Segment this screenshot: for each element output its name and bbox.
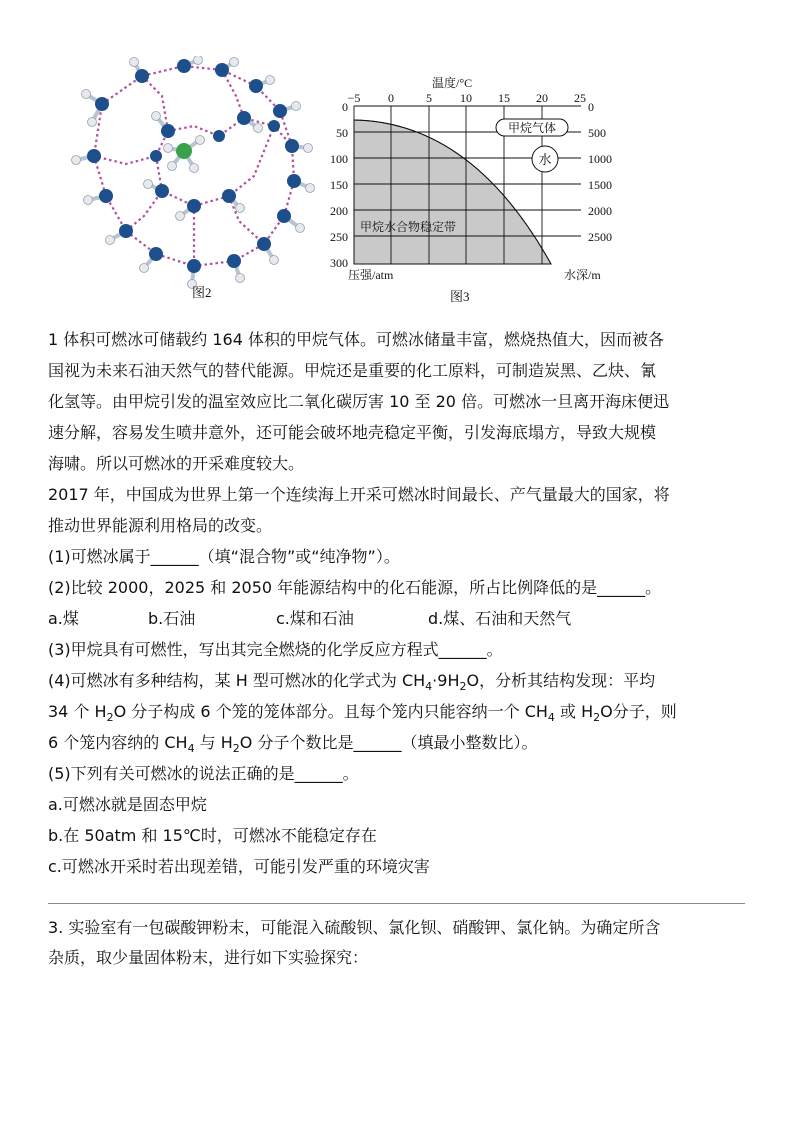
x-tick: 10 xyxy=(460,91,472,105)
passage-line: 速分解，容易发生喷井意外，还可能会破坏地壳稳定平衡，引发海底塌方，导致大规模 xyxy=(48,423,657,442)
left-axis-label: 压强/atm xyxy=(348,268,394,282)
stable-zone-label: 甲烷水合物稳定带 xyxy=(360,220,457,234)
x-tick: 15 xyxy=(498,91,510,105)
next-question xyxy=(48,913,660,973)
next-question-line: 杂质，取少量固体粉末，进行如下实验探究： xyxy=(48,948,369,967)
right-axis-label: 水深/m xyxy=(564,268,601,282)
q4-text: O 分子个数比是______（填最小整数比）。 xyxy=(239,733,538,752)
passage-line: 国视为未来石油天然气的替代能源。甲烷还是重要的化工原料，可制造炭黑、乙炔、氰 xyxy=(48,361,657,380)
question-2-options xyxy=(48,603,753,634)
figure-3 xyxy=(322,70,622,306)
figure-2 xyxy=(44,56,334,302)
right-tick: 1500 xyxy=(588,178,612,192)
x-tick: 20 xyxy=(536,91,548,105)
q4-subscript: 2 xyxy=(593,711,601,725)
left-tick: 50 xyxy=(336,126,348,140)
left-tick: 250 xyxy=(330,230,348,244)
question-5-option-b: b.在 50atm 和 15℃时，可燃冰不能稳定存在 xyxy=(48,826,377,845)
question-4-line-3 xyxy=(48,727,753,758)
option-b: b.石油 xyxy=(148,609,196,628)
question-5-option-c: c.可燃冰开采时若出现差错，可能引发严重的环境灾害 xyxy=(48,857,430,876)
passage-line: 海啸。所以可燃冰的开采难度较大。 xyxy=(48,454,305,473)
right-tick: 1000 xyxy=(588,152,612,166)
methane-gas-label: 甲烷气体 xyxy=(507,121,557,135)
left-tick: 300 xyxy=(330,256,348,270)
q4-text: 6 个笼内容纳的 CH xyxy=(48,733,188,752)
right-tick: 2000 xyxy=(588,204,612,218)
clathrate-cage-illustration xyxy=(44,56,334,302)
q4-subscript: 2 xyxy=(232,742,240,756)
q4-text: 或 H xyxy=(554,702,594,721)
left-tick: 100 xyxy=(330,152,348,166)
q4-subscript: 2 xyxy=(106,711,114,725)
x-tick: 0 xyxy=(388,91,394,105)
left-tick: 200 xyxy=(330,204,348,218)
question-4-line-1 xyxy=(48,665,753,696)
figure-3-caption: 图3 xyxy=(450,289,470,304)
methane-hydrate-stability-chart xyxy=(322,70,622,306)
question-1: (1)可燃冰属于______（填“混合物”或“纯净物”）。 xyxy=(48,547,400,566)
next-question-line: 3. 实验室有一包碳酸钾粉末，可能混入硫酸钡、氯化钡、硝酸钾、氯化钠。为确定所含 xyxy=(48,918,661,937)
q4-text: ·9H xyxy=(432,671,460,690)
q4-text: O，分析其结构发现：平均 xyxy=(466,671,656,690)
question-4-line-2 xyxy=(48,696,753,727)
x-axis-label: 温度/°C xyxy=(432,76,473,90)
x-tick: 25 xyxy=(574,91,586,105)
right-tick: 2500 xyxy=(588,230,612,244)
passage-line: 1 体积可燃冰可储载约 164 体积的甲烷气体。可燃冰储量丰富，燃烧热值大，因而被各 xyxy=(48,330,664,349)
q4-subscript: 2 xyxy=(459,680,467,694)
q4-text: (4)可燃冰有多种结构，某 H 型可燃冰的化学式为 CH xyxy=(48,671,426,690)
figure-2-caption: 图2 xyxy=(192,285,212,300)
right-tick: 500 xyxy=(588,126,606,140)
right-tick: 0 xyxy=(588,100,594,114)
q4-text: O分子，则 xyxy=(600,702,677,721)
passage-line: 2017 年，中国成为世界上第一个连续海上开采可燃冰时间最长、产气量最大的国家，将 xyxy=(48,485,670,504)
q4-subscript: 4 xyxy=(187,742,195,756)
section-divider xyxy=(48,903,745,904)
x-tick: 5 xyxy=(426,91,432,105)
q4-subscript: 4 xyxy=(547,711,555,725)
water-label: 水 xyxy=(538,152,552,167)
option-d: d.煤、石油和天然气 xyxy=(428,609,572,628)
passage xyxy=(48,324,753,882)
q4-text: O 分子构成 6 个笼的笼体部分。且每个笼内只能容纳一个 CH xyxy=(113,702,548,721)
passage-line: 推动世界能源利用格局的改变。 xyxy=(48,516,273,535)
question-3: (3)甲烷具有可燃性，写出其完全燃烧的化学反应方程式______。 xyxy=(48,640,503,659)
q4-subscript: 4 xyxy=(425,680,433,694)
question-5-option-a: a.可燃冰就是固态甲烷 xyxy=(48,795,207,814)
q4-text: 34 个 H xyxy=(48,702,107,721)
option-c: c.煤和石油 xyxy=(276,609,354,628)
left-tick: 150 xyxy=(330,178,348,192)
passage-line: 化氢等。由甲烷引发的温室效应比二氧化碳厉害 10 至 20 倍。可燃冰一旦离开海床便迅 xyxy=(48,392,670,411)
option-a: a.煤 xyxy=(48,609,79,628)
stability-region xyxy=(354,120,551,264)
x-tick: −5 xyxy=(347,91,361,105)
question-5: (5)下列有关可燃冰的说法正确的是______。 xyxy=(48,764,359,783)
q4-text: 与 H xyxy=(194,733,233,752)
left-tick: 0 xyxy=(342,100,348,114)
question-2: (2)比较 2000，2025 和 2050 年能源结构中的化石能源，所占比例降低的是______。 xyxy=(48,578,662,597)
